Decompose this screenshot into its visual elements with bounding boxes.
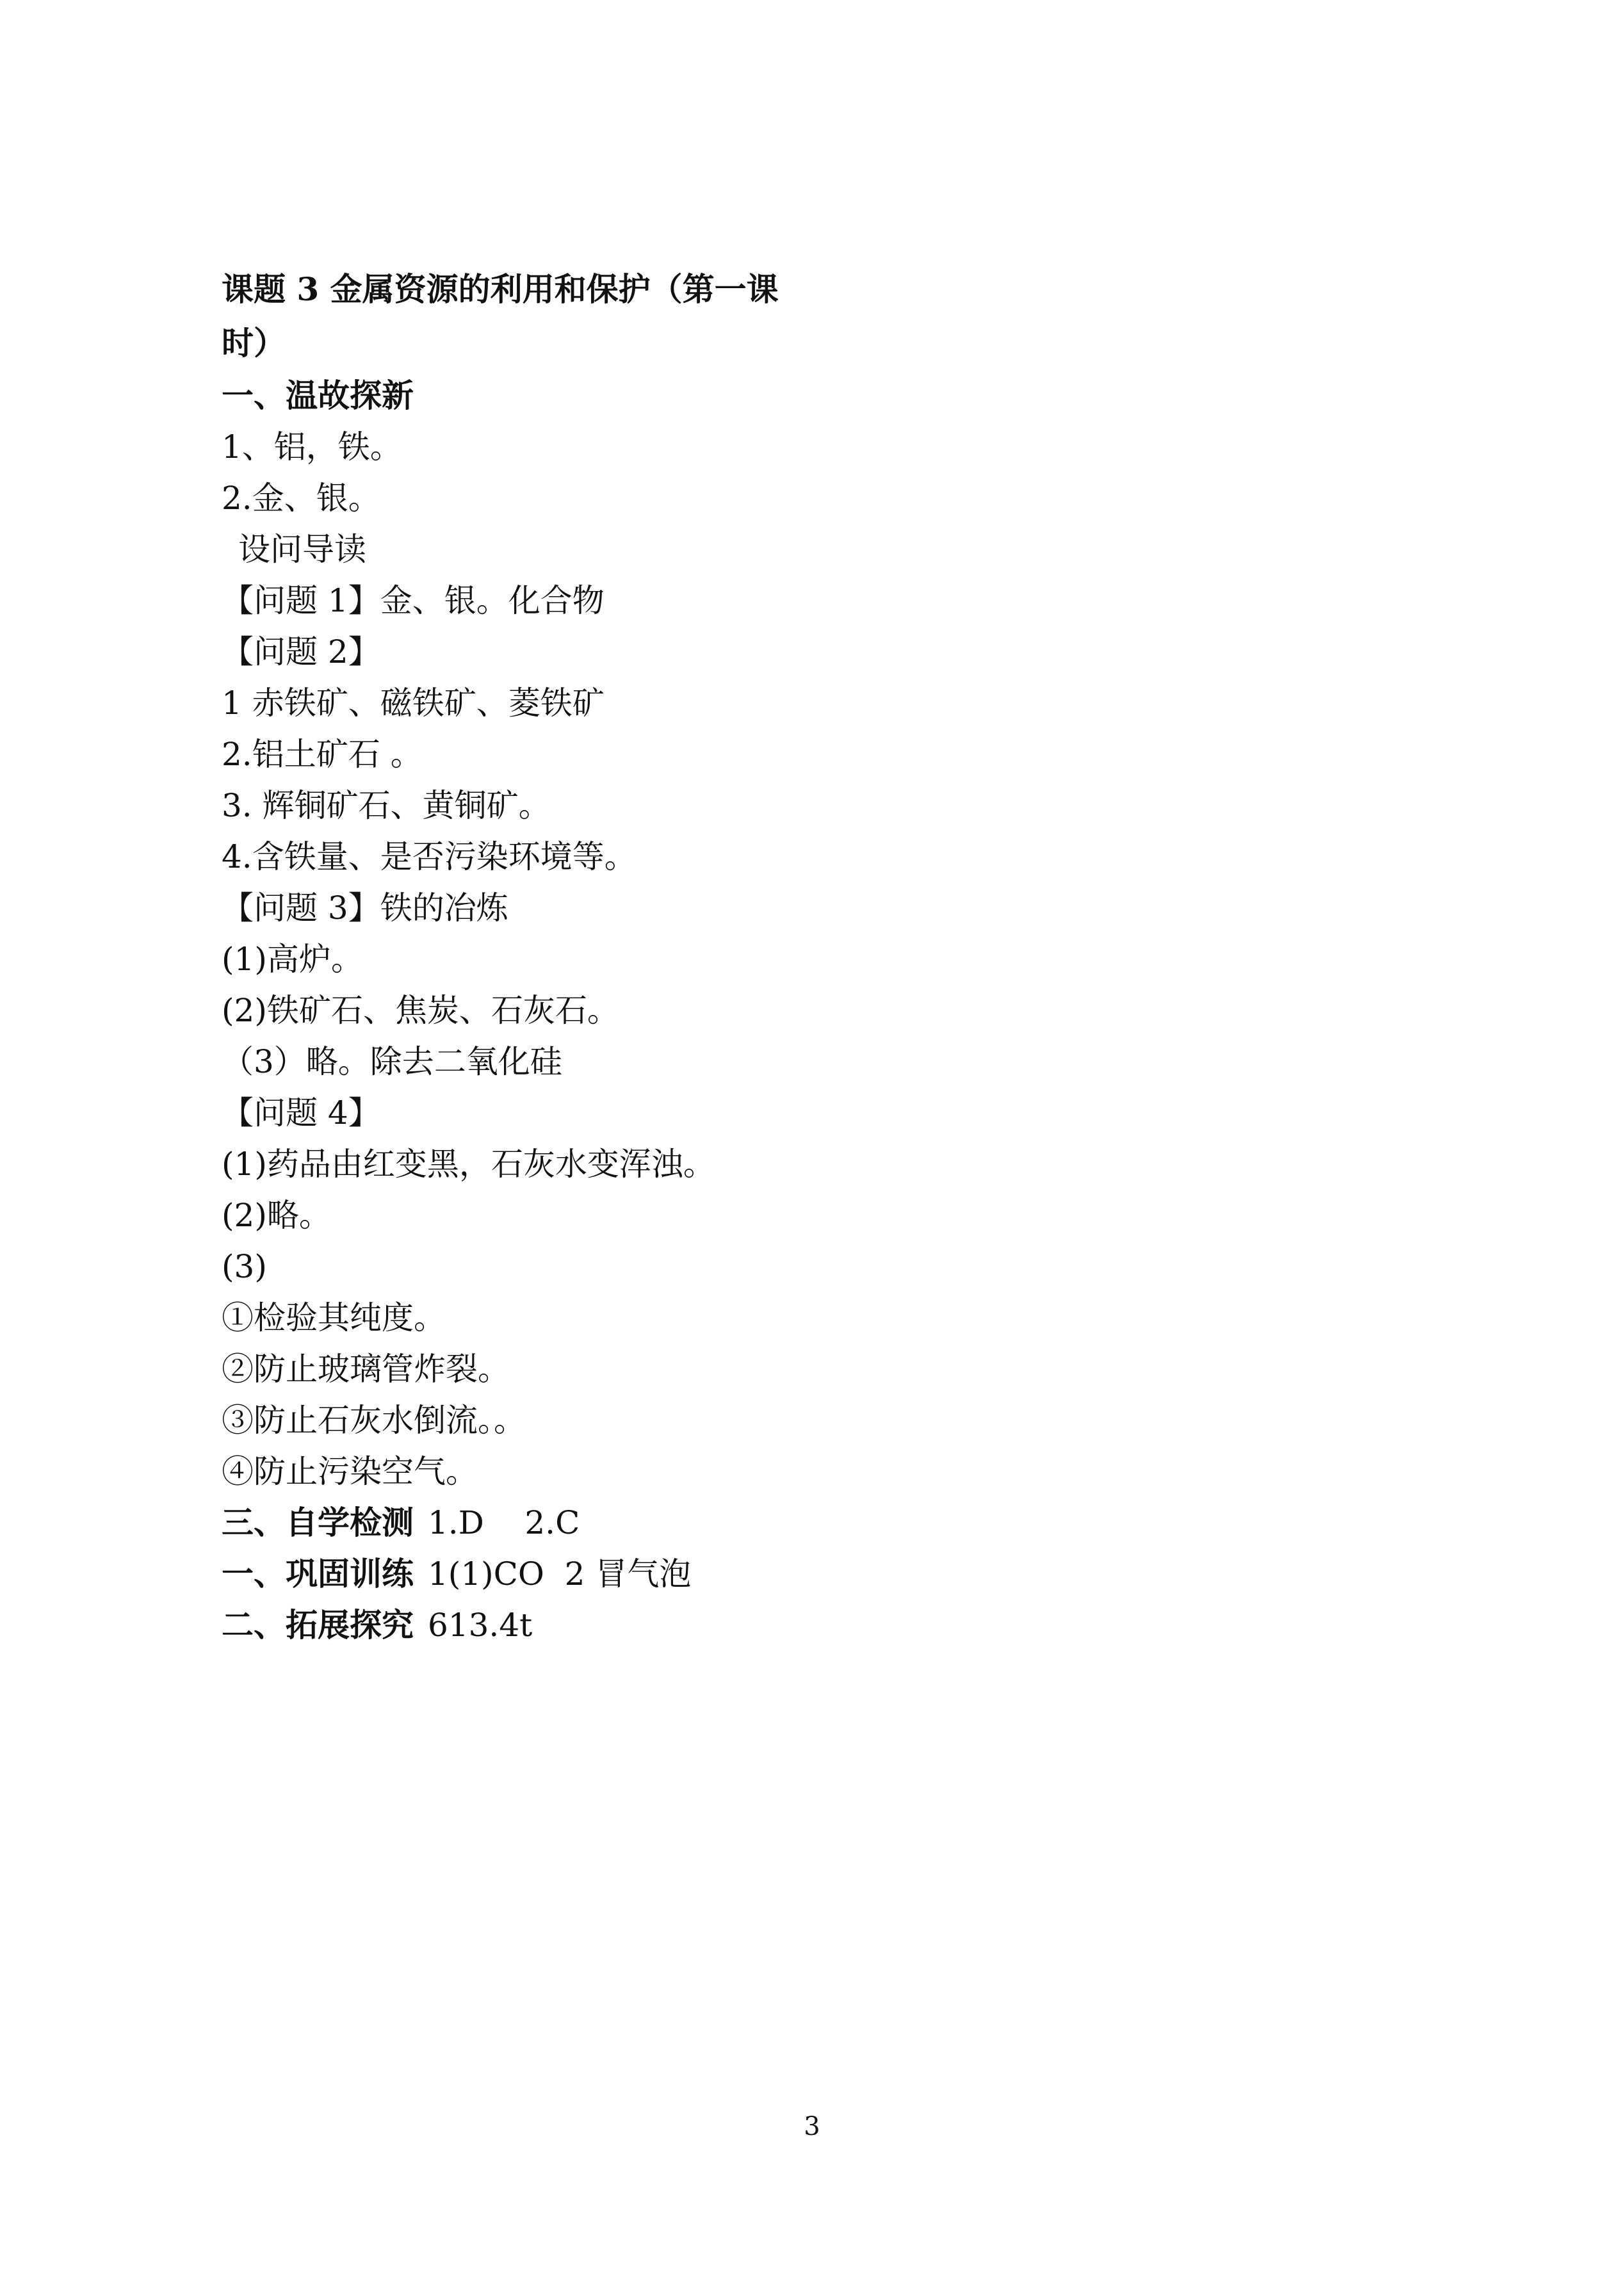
question-4-answer-3b: ②防止玻璃管炸裂。 <box>222 1350 510 1388</box>
question-3-heading: 【问题 3】铁的冶炼 <box>222 889 508 927</box>
question-2-answer-1: 1 赤铁矿、磁铁矿、菱铁矿 <box>222 685 605 722</box>
question-2-answer-4: 4.含铁量、是否污染环境等。 <box>222 838 637 875</box>
extend-answer: 613.4t <box>428 1607 533 1644</box>
question-1-answer: 【问题 1】金、银。化合物 <box>222 582 605 619</box>
extend-label: 二、拓展探究 <box>222 1606 414 1644</box>
answer-content <box>222 263 811 1651</box>
extend-row <box>222 1600 811 1651</box>
consolidate-answers: 1(1)CO 2 冒气泡 <box>428 1555 692 1593</box>
question-4-answer-3: (3) <box>222 1248 267 1285</box>
section-review-heading: 一、温故探新 <box>222 377 414 414</box>
question-4-answer-3d: ④防止污染空气。 <box>222 1453 478 1490</box>
consolidate-row <box>222 1548 811 1600</box>
question-3-answer-3: （3）略。除去二氧化硅 <box>222 1043 562 1080</box>
question-2-answer-3: 3. 辉铜矿石、黄铜矿。 <box>222 787 551 824</box>
question-4-answer-3a: ①检验其纯度。 <box>222 1299 446 1336</box>
question-4-answer-2: (2)略。 <box>222 1197 331 1234</box>
review-answer-2: 2.金、银。 <box>222 480 380 517</box>
self-test-label: 三、自学检测 <box>222 1504 414 1541</box>
question-2-heading: 【问题 2】 <box>222 633 380 670</box>
review-answer-1: 1、铝，铁。 <box>222 428 402 466</box>
question-4-answer-3c: ③防止石灰水倒流。。 <box>222 1402 526 1439</box>
question-3-answer-2: (2)铁矿石、焦炭、石灰石。 <box>222 992 619 1029</box>
question-4-answer-1: (1)药品由红变黑，石灰水变浑浊。 <box>222 1146 715 1183</box>
question-4-heading: 【问题 4】 <box>222 1094 380 1131</box>
guide-heading: 设问导读 <box>238 531 366 568</box>
lesson-title: 课题 3 金属资源的利用和保护（第一课时） <box>222 270 779 362</box>
question-2-answer-2: 2.铝土矿石 。 <box>222 736 423 773</box>
self-test-row <box>222 1497 811 1548</box>
self-test-answers: 1.D 2.C <box>428 1504 580 1541</box>
page-number: 3 <box>804 2112 820 2141</box>
question-3-answer-1: (1)高炉。 <box>222 941 363 978</box>
consolidate-label: 一、巩固训练 <box>222 1555 414 1593</box>
